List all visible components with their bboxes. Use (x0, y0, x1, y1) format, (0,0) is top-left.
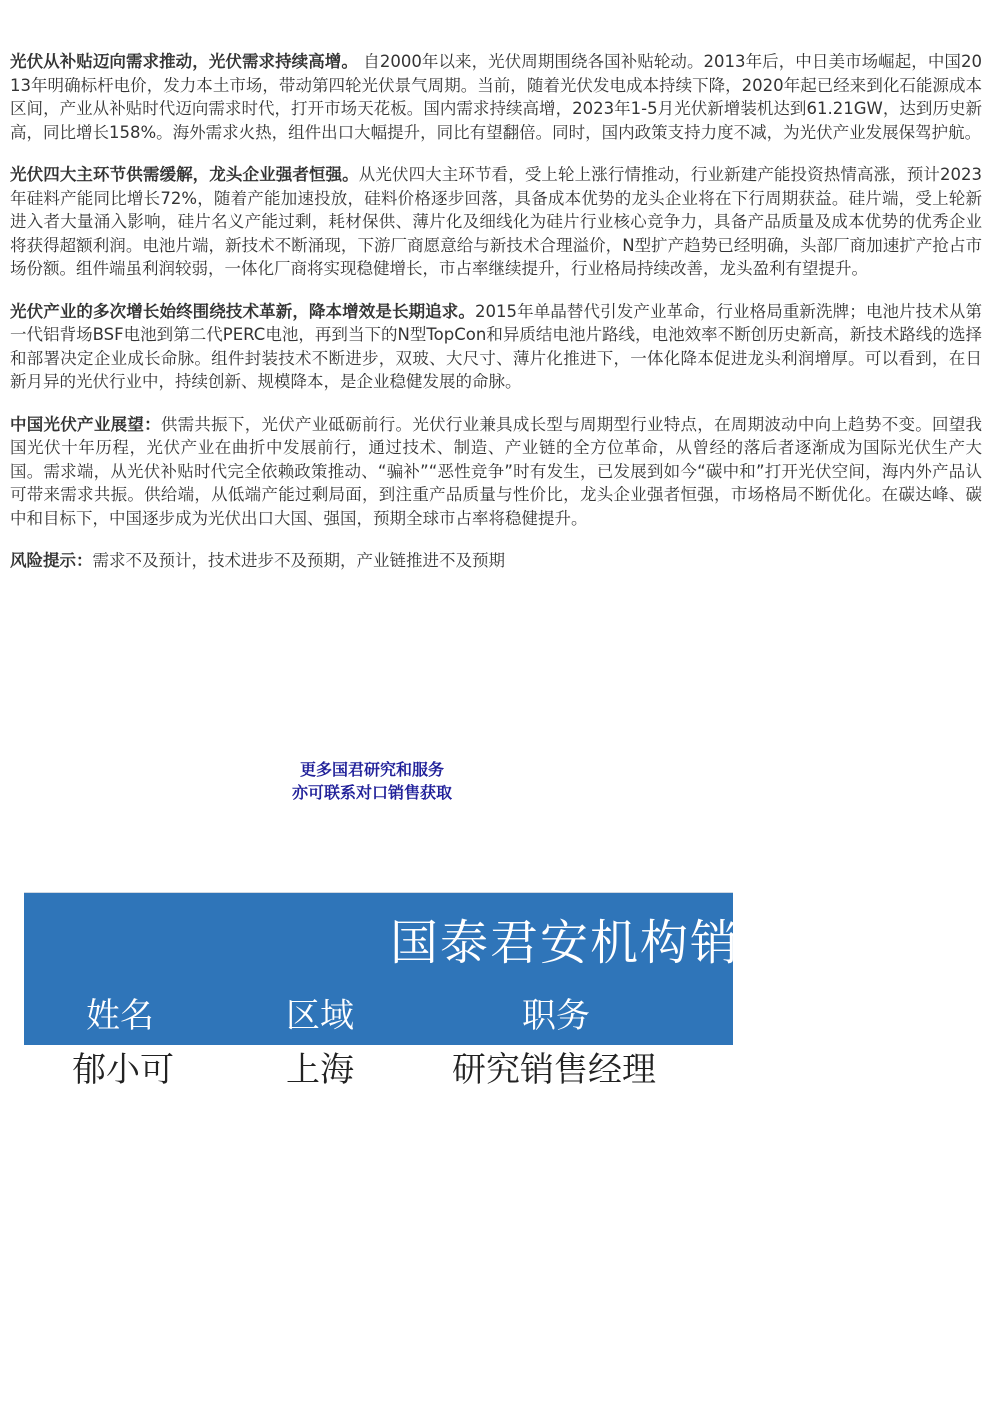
paragraph-risk (10, 549, 982, 573)
report-summary (10, 50, 982, 592)
paragraph-outlook (10, 413, 982, 531)
banner-title: 国泰君安机构销 (390, 915, 741, 971)
contact-title: 研究销售经理 (452, 1050, 656, 1090)
paragraph-lead: 风险提示： (10, 551, 93, 570)
column-header-title: 职务 (522, 996, 590, 1036)
promo-text (262, 758, 482, 804)
paragraph-lead: 光伏产业的多次增长始终围绕技术革新，降本增效是长期追求。 (10, 301, 475, 321)
paragraph-body: 2015年单晶替代引发产业革命，行业格局重新洗牌；电池片技术从第一代铝背场BSF电池到第二代PERC电池，再到当下的N型TopCon和异质结电池片路线，电池效率不断创历史新高，新技术路线的选择和部署决定企业成长命脉。组件封装技术不断进步，双玻、大尺寸、薄片化推进下，一体化降本促进龙头利润增厚。可以看到，在日新月异的光伏行业中，持续创新、规模降本，是企业稳健发展的命脉。 (10, 301, 982, 391)
paragraph-body: 自2000年以来，光伏周期围绕各国补贴轮动。2013年后，中日美市场崛起，中国2013年明确标杆电价，发力本土市场，带动第四轮光伏景气周期。当前，随着光伏发电成本持续下降，2020年起已经来到化石能源成本区间，产业从补贴时代迈向需求时代，打开市场天花板。国内需求持续高增，2023年1-5月光伏新增装机达到61.21GW，达到历史新高，同比增长158%。海外需求火热，组件出口大幅提升，同比有望翻倍。同时，国内政策支持力度不减，为光伏产业发展保驾护航。 (10, 52, 982, 142)
column-header-region: 区域 (286, 996, 354, 1036)
paragraph-body: 供需共振下，光伏产业砥砺前行。光伏行业兼具成长型与周期型行业特点，在周期波动中向上趋势不变。回望我国光伏十年历程，光伏产业在曲折中发展前行，通过技术、制造、产业链的全方位革命，从曾经的落后者逐渐成为国际光伏生产大国。需求端，从光伏补贴时代完全依赖政策推动、“骗补”“恶性竞争”时有发生，已发展到如今“碳中和”打开光伏空间，海内外产品认可带来需求共振。供给端，从低端产能过剩局面，到注重产品质量与性价比，龙头企业强者恒强，市场格局不断优化。在碳达峰、碳中和目标下，中国逐步成为光伏出口大国、强国，预期全球市占率将稳健提升。 (10, 414, 983, 528)
paragraph-body: 需求不及预计，技术进步不及预期，产业链推进不及预期 (92, 551, 505, 570)
sales-contact-banner (24, 892, 741, 1045)
promo-line-1: 更多国君研究和服务 (299, 760, 444, 779)
paragraph-body: 从光伏四大主环节看，受上轮上涨行情推动，行业新建产能投资热情高涨，预计2023年硅料产能同比增长72%，随着产能加速投放，硅料价格逐步回落，具备成本优势的龙头企业将在下行周期获益。硅片端，受上轮新进入者大量涌入影响，硅片名义产能过剩，耗材保供、薄片化及细线化为硅片行业核心竞争力，具备产品质量及成本优势的优秀企业将获得超额利润。电池片端，新技术不断涌现，下游厂商愿意给与新技术合理溢价，N型扩产趋势已经明确，头部厂商加速扩产抢占市场份额。组件端虽利润较弱，一体化厂商将实现稳健增长，市占率继续提升，行业格局持续改善，龙头盈利有望提升。 (10, 165, 982, 278)
contact-row-partial (24, 1044, 733, 1090)
contact-region: 上海 (286, 1050, 354, 1090)
paragraph-demand (10, 50, 982, 144)
paragraph-lead: 中国光伏产业展望： (10, 414, 161, 434)
paragraph-supply (10, 163, 982, 281)
paragraph-lead: 光伏从补贴迈向需求推动，光伏需求持续高增。 (10, 52, 358, 71)
paragraph-technology (10, 300, 982, 394)
promo-line-2: 亦可联系对口销售获取 (291, 783, 452, 802)
paragraph-lead: 光伏四大主环节供需缓解，龙头企业强者恒强。 (10, 165, 359, 184)
column-header-name: 姓名 (86, 996, 154, 1036)
contact-name: 郁小可 (72, 1050, 174, 1090)
